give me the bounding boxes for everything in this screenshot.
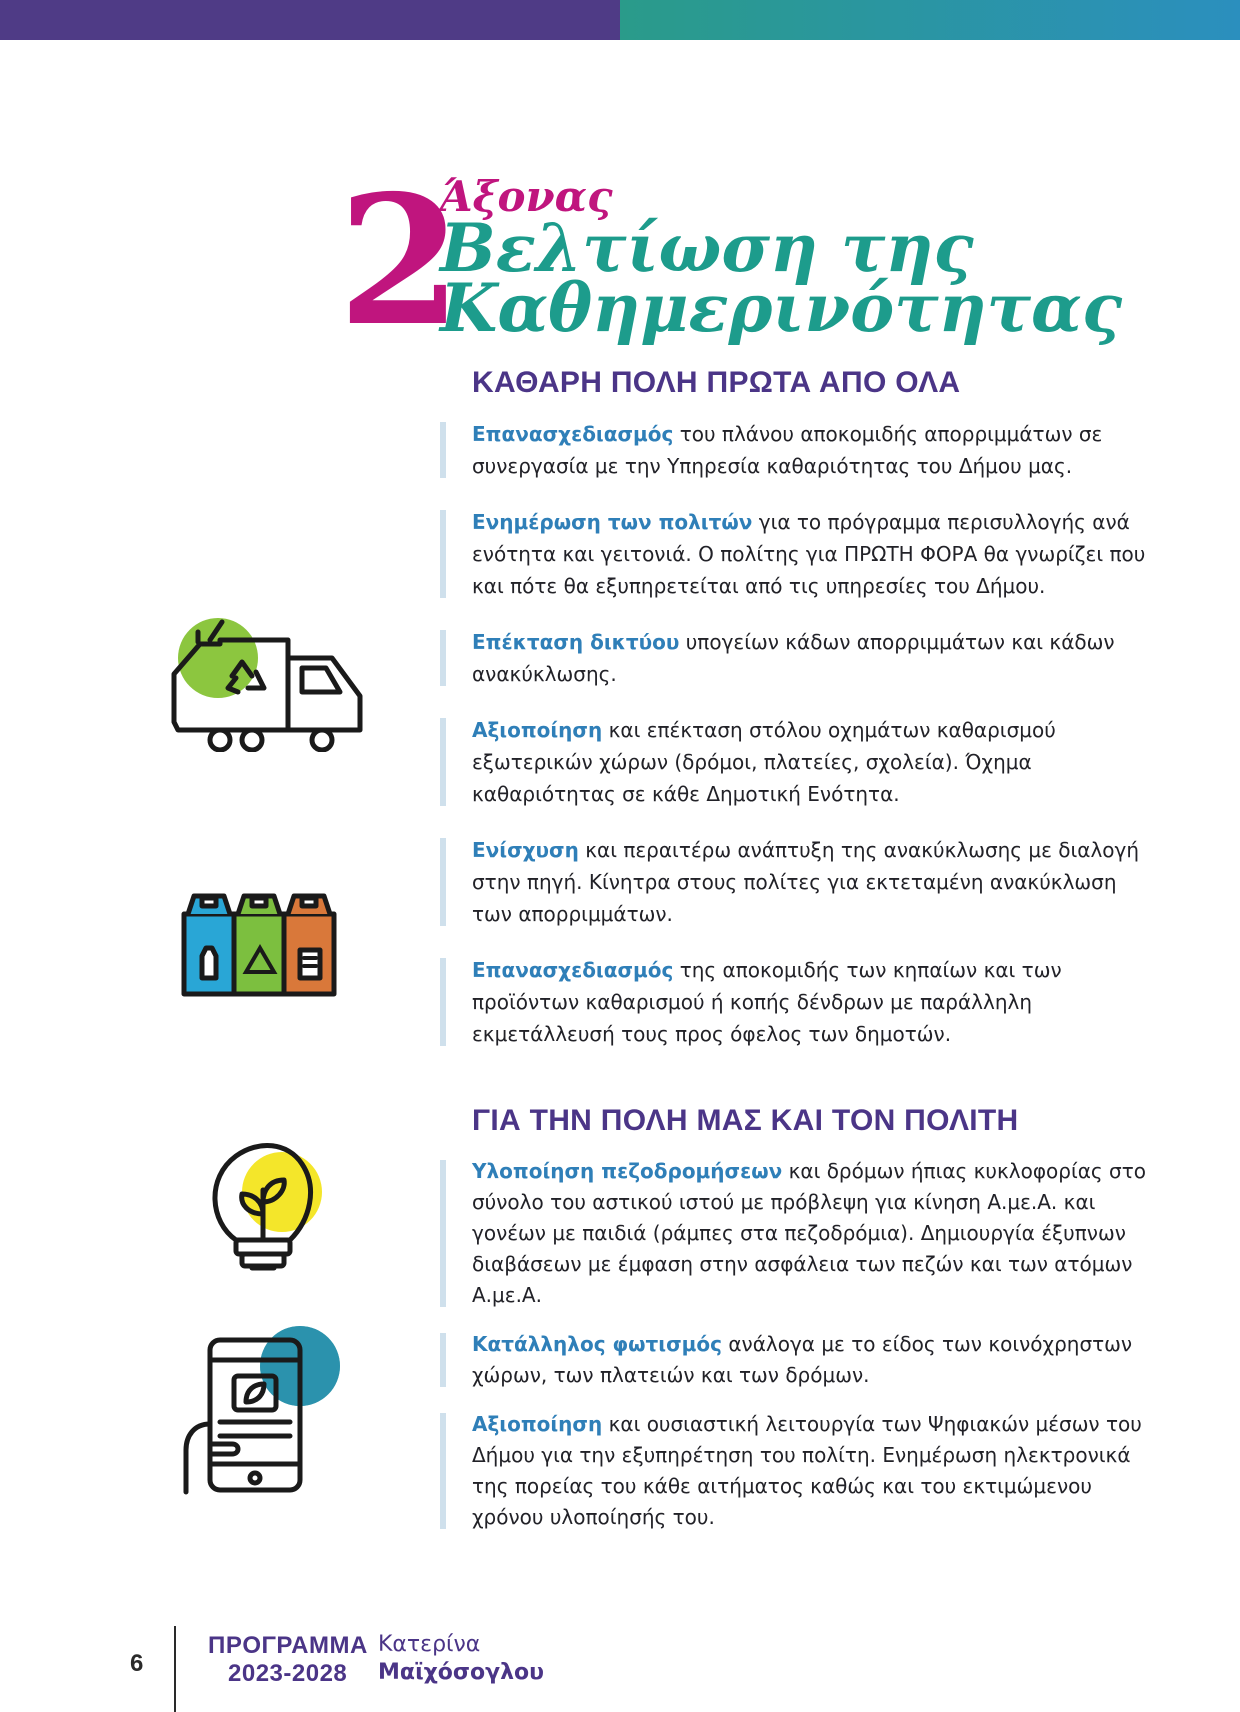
item-highlight: Ενημέρωση των πολιτών [472, 510, 753, 534]
item-highlight: Αξιοποίηση [472, 1412, 603, 1436]
section-heading-clean-city: ΚΑΘΑΡΗ ΠΟΛΗ ΠΡΩΤΑ ΑΠΟ ΟΛΑ [472, 366, 961, 399]
item-highlight: Επανασχεδιασμός [472, 422, 674, 446]
item-highlight: Ενίσχυση [472, 838, 579, 862]
item-text: και δρόμων ήπιας κυκλοφορίας στο σύνολο του αστικού ιστού με πρόβλεψη για κίνηση Α.με.Α. και γονέων με παιδιά (ράμπες στα πεζοδρόμια). Δημιουργία έξυπνων διαβάσεων με έμφαση στην ασφάλεια των πεζών και των ατόμων Α.με.Α. [472, 1159, 1146, 1307]
top-band-teal [620, 0, 1240, 40]
list-item [440, 834, 1160, 930]
axis-title [440, 209, 1123, 347]
footer-divider [174, 1626, 176, 1712]
top-color-band [0, 0, 1240, 40]
list-item [440, 506, 1160, 602]
smartphone-app-icon [180, 1326, 344, 1496]
item-text: ανάλογα με το είδος των κοινόχρηστων χώρων, των πλατειών και των δρόμων. [472, 1332, 1133, 1387]
item-text: του πλάνου αποκομιδής απορριμμάτων σε συνεργασία με την Υπηρεσία καθαριότητας του Δήμου μας. [472, 422, 1103, 478]
candidate-last-name: Μαϊχόσογλου [378, 1660, 545, 1685]
list-item [440, 1329, 1160, 1391]
item-text: και ουσιαστική λειτουργία των Ψηφιακών μέσων του Δήμου για την εξυπηρέτηση του πολίτη. Ενημέρωση ηλεκτρονικά της πορείας του κάθε αιτήματος καθώς και του εκτιμώμενου χρόνου υλοποίησής του. [472, 1412, 1142, 1529]
item-text: για το πρόγραμμα περισυλλογής ανά ενότητα και γειτονιά. Ο πολίτης για ΠΡΩΤΗ ΦΟΡΑ θα γνωρίζει που και πότε θα εξυπηρετείται από τις υπηρεσίες του Δήμου. [472, 510, 1146, 598]
list-item [440, 714, 1160, 810]
section-heading-city-citizen: ΓΙΑ ΤΗΝ ΠΟΛΗ ΜΑΣ ΚΑΙ ΤΟΝ ΠΟΛΙΤΗ [472, 1104, 1019, 1137]
item-highlight: Αξιοποίηση [472, 718, 603, 742]
axis-word: Άξονας [440, 172, 613, 221]
recycling-truck-icon [170, 612, 370, 752]
item-text: της αποκομιδής των κηπαίων και των προϊόντων καθαρισμού ή κοπής δένδρων με παράλληλη εκμετάλλευσή τους προς όφελος των δημοτών. [472, 958, 1062, 1046]
item-text: και περαιτέρω ανάπτυξη της ανακύκλωσης με διαλογή στην πηγή. Κίνητρα στους πολίτες για εκτεταμένη ανακύκλωση των απορριμμάτων. [472, 838, 1140, 926]
list-item [440, 954, 1160, 1050]
page-number: 6 [130, 1650, 144, 1677]
axis-title-line1: Βελτίωση της [440, 209, 974, 287]
item-text: και επέκταση στόλου οχημάτων καθαρισμού εξωτερικών χώρων (δρόμοι, πλατείες, σχολεία). Όχημα καθαριότητας σε κάθε Δημοτική Ενότητα. [472, 718, 1056, 806]
program-label: ΠΡΟΓΡΑΜΜΑ [208, 1632, 368, 1659]
recycling-bins-icon [180, 892, 340, 998]
list-item [440, 1156, 1160, 1311]
candidate-first-name: Κατερίνα [378, 1632, 481, 1657]
eco-lightbulb-icon [206, 1136, 336, 1284]
program-years: 2023-2028 [228, 1660, 348, 1687]
item-highlight: Κατάλληλος φωτισμός [472, 1332, 722, 1356]
item-highlight: Επανασχεδιασμός [472, 958, 674, 982]
list-item [440, 626, 1160, 690]
item-highlight: Επέκταση δικτύου [472, 630, 680, 654]
top-band-purple [0, 0, 620, 40]
item-highlight: Υλοποίηση πεζοδρομήσεων [472, 1159, 783, 1183]
list-item [440, 418, 1160, 482]
list-item [440, 1409, 1160, 1533]
item-text: υπογείων κάδων απορριμμάτων και κάδων ανακύκλωσης. [472, 630, 1115, 686]
axis-title-line2: Καθημερινότητας [440, 269, 1123, 347]
axis-number: 2 [338, 156, 456, 365]
